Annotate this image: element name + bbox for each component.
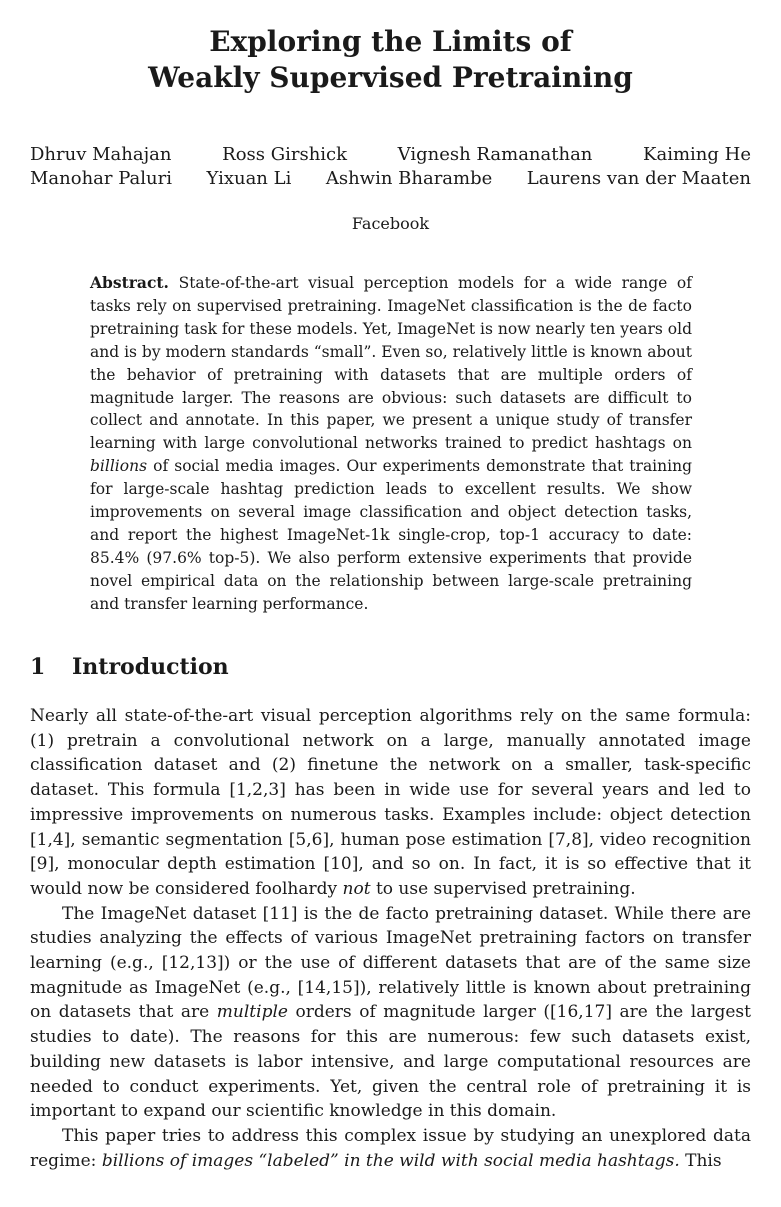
- abstract-emphasis: billions: [90, 457, 148, 476]
- paragraph-emphasis: multiple: [216, 1002, 288, 1023]
- authors-row-2: [30, 167, 751, 191]
- paragraph-text: to use supervised pretraining.: [370, 878, 636, 899]
- paragraph-3: [30, 1124, 751, 1173]
- title-line-1: Exploring the Limits of: [209, 25, 572, 58]
- author-name: Kaiming He: [643, 144, 751, 165]
- abstract-text-1: State-of-the-art visual perception models for a wide range of tasks rely on supervised pretraining. ImageNet classification is the de facto pretraining task for these models. Yet, ImageNet is now nearly ten years old and is by modern standards “small”. Even so, relatively little is known about the behavior of pretraining with datasets that are multiple orders of magnitude larger. The reasons are obvious: such datasets are difficult to collect and annotate. In this paper, we present a unique study of transfer learning with large convolutional networks trained to predict hashtags on: [90, 274, 692, 453]
- abstract: [90, 272, 692, 616]
- author-name: Manohar Paluri: [30, 168, 172, 189]
- section-heading: [30, 652, 229, 682]
- paragraph-text: This: [679, 1150, 722, 1171]
- paragraph-text: The ImageNet dataset [11] is the de facto pretraining dataset. While there are studies analyzing the effects of various ImageNet pretraining factors on transfer learning (e.g., [12,13]) or the use of different datasets that are of the same size magnitude as ImageNet (e.g., [14,15]), relatively little is known about pretraining on datasets that are: [30, 903, 751, 1023]
- intro-body: [30, 704, 751, 1173]
- affiliation: Facebook: [351, 214, 430, 233]
- paragraph-text: This paper tries to address this complex issue by studying an unexplored data regime:: [30, 1125, 751, 1171]
- abstract-label: Abstract.: [90, 273, 169, 292]
- author-name: Ashwin Bharambe: [325, 168, 493, 189]
- author-name: Yixuan Li: [206, 168, 292, 189]
- paragraph-2: [30, 902, 751, 1124]
- paragraph-text: orders of magnitude larger ([16,17] are the largest studies to date). The reasons for this are numerous: few such datasets exist, building new datasets is labor intensive, and large computational resources are needed to conduct experiments. Yet, given the central role of pretraining it is important to expand our scientific knowledge in this domain.: [30, 1002, 751, 1122]
- paragraph-emphasis: billions of images “labeled” in the wild with social media hashtags.: [101, 1150, 680, 1171]
- section-title: Introduction: [72, 654, 229, 680]
- authors-row-1: [30, 143, 751, 167]
- author-name: Dhruv Mahajan: [30, 144, 172, 165]
- author-name: Laurens van der Maaten: [526, 168, 751, 189]
- author-name: Ross Girshick: [222, 144, 348, 165]
- abstract-text-2: of social media images. Our experiments demonstrate that training for large-scale hashtag prediction leads to excellent results. We show improvements on several image classification and object detection tasks, and report the highest ImageNet-1k single-crop, top-1 accuracy to date: 85.4% (97.6% top-5). We also perform extensive experiments that provide novel empirical data on the relationship between large-scale pretraining and transfer learning performance.: [90, 457, 692, 613]
- paragraph-emphasis: not: [342, 878, 371, 899]
- author-name: Vignesh Ramanathan: [397, 144, 593, 165]
- paragraph-1: [30, 704, 751, 902]
- paper-title: [0, 24, 781, 96]
- title-line-2: Weakly Supervised Pretraining: [148, 61, 633, 94]
- section-number: 1: [30, 654, 46, 680]
- paragraph-text: Nearly all state-of-the-art visual perception algorithms rely on the same formula: (1) pretrain a convolutional network on a large, manually annotated image classification dataset and (2) finetune the network on a smaller, task-specific dataset. This formula [1,2,3] has been in wide use for several years and led to impressive improvements on numerous tasks. Examples include: object detection [1,4], semantic segmentation [5,6], human pose estimation [7,8], video recognition [9], monocular depth estimation [10], and so on. In fact, it is so effective that it would now be considered foolhardy: [30, 706, 751, 899]
